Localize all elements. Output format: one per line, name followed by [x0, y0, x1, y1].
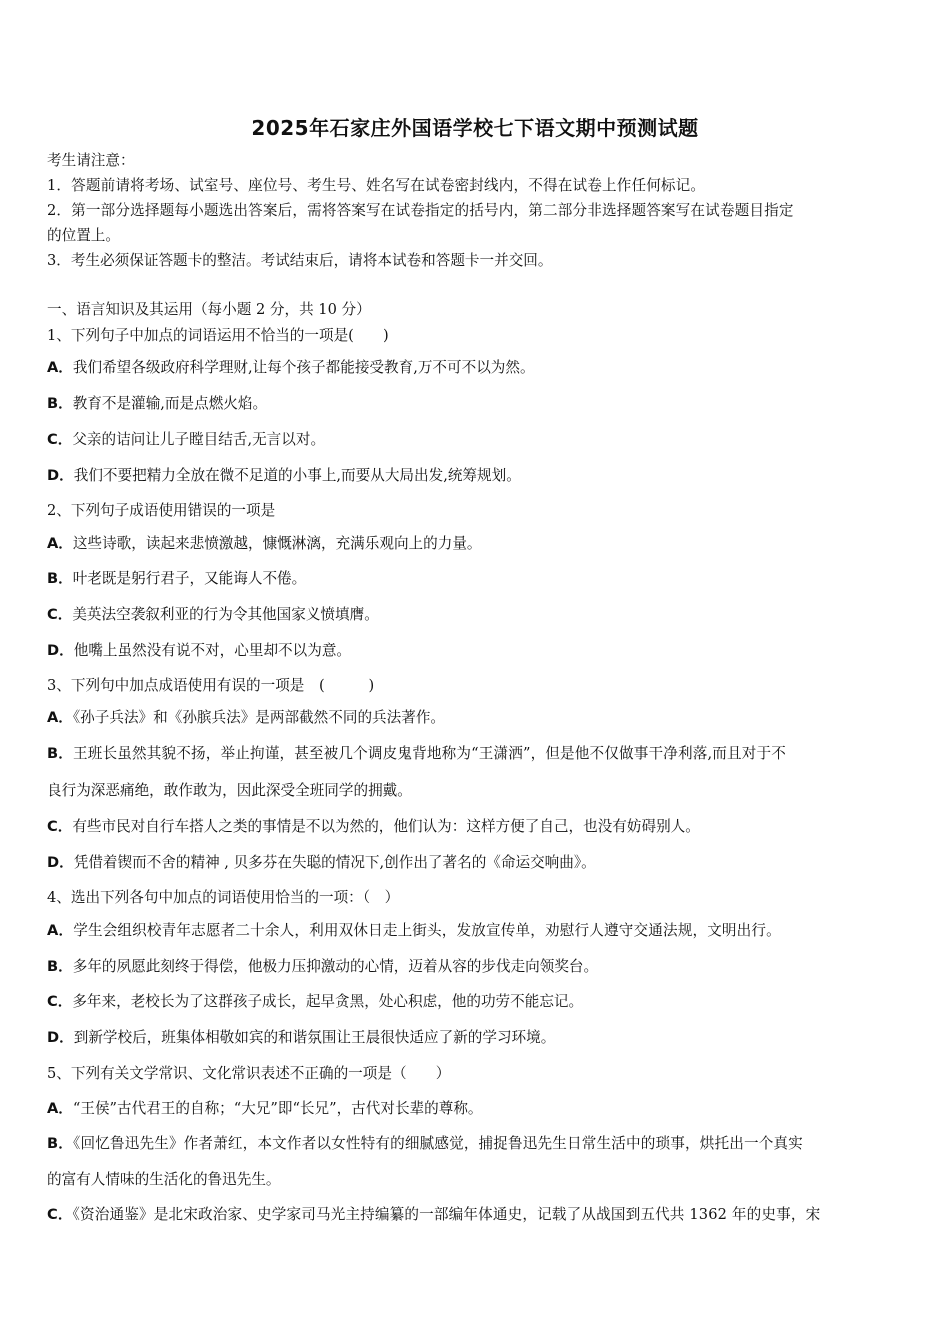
option-text: 他嘴上虽然没有说不对，心里却不以为意。: [73, 642, 352, 659]
option-text: 我们不要把精力全放在微不足道的小事上,而要从大局出发,统筹规划。: [73, 467, 521, 484]
option-letter: B．: [47, 570, 73, 587]
option-text: 多年的夙愿此刻终于得偿，他极力压抑激动的心情，迈着从容的步伐走向领奖台。: [72, 958, 599, 975]
option-text: 多年来，老校长为了这群孩子成长，起早贪黑，处心积虑，他的功劳不能忘记。: [72, 993, 584, 1010]
notice-item-2-cont: 的位置上。: [47, 227, 120, 244]
option-text-cont: 良行为深恶痛绝，敢作敢为，因此深受全班同学的拥戴。: [47, 782, 412, 799]
page-title: 2025年石家庄外国语学校七下语文期中预测试题: [251, 116, 699, 140]
section-heading: 一、语言知识及其运用（每小题 2 分，共 10 分）: [47, 301, 371, 318]
option-letter: B．: [47, 745, 74, 762]
option-row: [47, 744, 786, 764]
option-letter: D．: [47, 1029, 74, 1046]
option-row: [47, 708, 445, 728]
option-row: [47, 1099, 483, 1119]
option-text-cont: 的富有人情味的生活化的鲁迅先生。: [47, 1171, 281, 1188]
option-letter: C．: [47, 993, 73, 1010]
notice-heading: 考生请注意：: [47, 152, 135, 169]
option-letter: C．: [47, 431, 73, 448]
option-row: [47, 641, 351, 661]
option-row: [47, 466, 521, 486]
option-letter: D．: [47, 467, 74, 484]
option-letter: A．: [47, 535, 73, 552]
question-stem: 2、下列句子成语使用错误的一项是: [47, 502, 276, 519]
option-text: 到新学校后，班集体相敬如宾的和谐氛围让王晨很快适应了新的学习环境。: [73, 1029, 556, 1046]
option-letter: A．: [47, 359, 73, 376]
question-stem: 1、下列句子中加点的词语运用不恰当的一项是( ): [47, 327, 389, 344]
notice-item-1: 1．答题前请将考场、试室号、座位号、考生号、姓名写在试卷密封线内，不得在试卷上作任何标记。: [47, 177, 706, 194]
option-letter: A．: [47, 922, 74, 939]
option-row: [47, 1028, 555, 1048]
option-row: [47, 1205, 820, 1225]
question-stem: 4、选出下列各句中加点的词语使用恰当的一项：（ ）: [47, 889, 400, 906]
option-text: 这些诗歌，读起来悲愤激越，慷慨淋漓，充满乐观向上的力量。: [72, 535, 482, 552]
option-row: [47, 957, 598, 977]
option-letter: B．: [47, 958, 73, 975]
option-text: 美英法空袭叙利亚的行为令其他国家义愤填膺。: [72, 606, 379, 623]
option-letter: C．: [47, 1206, 73, 1223]
option-row: [47, 569, 306, 589]
option-text: 《资治通鉴》是北宋政治家、史学家司马光主持编纂的一部编年体通史，记载了从战国到五代共 1362 年的史事，宋: [72, 1206, 821, 1223]
option-text: 有些市民对自行车搭人之类的事情是不以为然的，他们认为：这样方便了自己，也没有妨碍别人。: [72, 818, 700, 835]
option-letter: A．: [47, 709, 73, 726]
option-letter: A．: [47, 1100, 73, 1117]
option-text: 凭借着锲而不舍的精神 , 贝多芬在失聪的情况下,创作出了著名的《命运交响曲》。: [73, 854, 596, 871]
option-letter: C．: [47, 818, 73, 835]
notice-item-3: 3．考生必须保证答题卡的整洁。考试结束后，请将本试卷和答题卡一并交回。: [47, 252, 553, 269]
option-text: 学生会组织校青年志愿者二十余人，利用双休日走上街头，发放宣传单，劝慰行人遵守交通法规，文明出行。: [73, 922, 781, 939]
notice-item-2: 2．第一部分选择题每小题选出答案后，需将答案写在试卷指定的括号内，第二部分非选择题答案写在试卷题目指定: [47, 202, 794, 219]
option-text: 《孙子兵法》和《孙膑兵法》是两部截然不同的兵法著作。: [72, 709, 446, 726]
option-letter: B．: [47, 1135, 74, 1152]
option-letter: B．: [47, 395, 73, 412]
option-row: [47, 817, 700, 837]
option-letter: D．: [47, 854, 74, 871]
option-row: [47, 394, 267, 414]
option-text: 父亲的诘问让儿子瞠目结舌,无言以对。: [72, 431, 326, 448]
option-row: [47, 1134, 803, 1154]
question-stem: 3、下列句中加点成语使用有误的一项是 ( ): [47, 677, 375, 694]
option-letter: D．: [47, 642, 74, 659]
option-row: [47, 992, 583, 1012]
option-text: “王侯”古代君王的自称；“大兄”即“长兄”，古代对长辈的尊称。: [72, 1100, 483, 1117]
option-text: 我们希望各级政府科学理财,让每个孩子都能接受教育,万不可不以为然。: [72, 359, 535, 376]
option-text: 《回忆鲁迅先生》作者萧红，本文作者以女性特有的细腻感觉，捕捉鲁迅先生日常生活中的琐事，烘托出一个真实: [73, 1135, 803, 1152]
option-row: [47, 430, 325, 450]
option-row: [47, 853, 596, 873]
option-text: 教育不是灌输,而是点燃火焰。: [72, 395, 268, 412]
option-row: [47, 605, 379, 625]
option-letter: C．: [47, 606, 73, 623]
option-row: [47, 534, 482, 554]
question-stem: 5、下列有关文学常识、文化常识表述不正确的一项是（ ）: [47, 1065, 451, 1082]
option-row: [47, 358, 535, 378]
option-row: [47, 921, 781, 941]
option-text: 王班长虽然其貌不扬，举止拘谨，甚至被几个调皮鬼背地称为“王潇洒”，但是他不仅做事干净利落,而且对于不: [73, 745, 787, 762]
option-text: 叶老既是躬行君子，又能诲人不倦。: [72, 570, 307, 587]
